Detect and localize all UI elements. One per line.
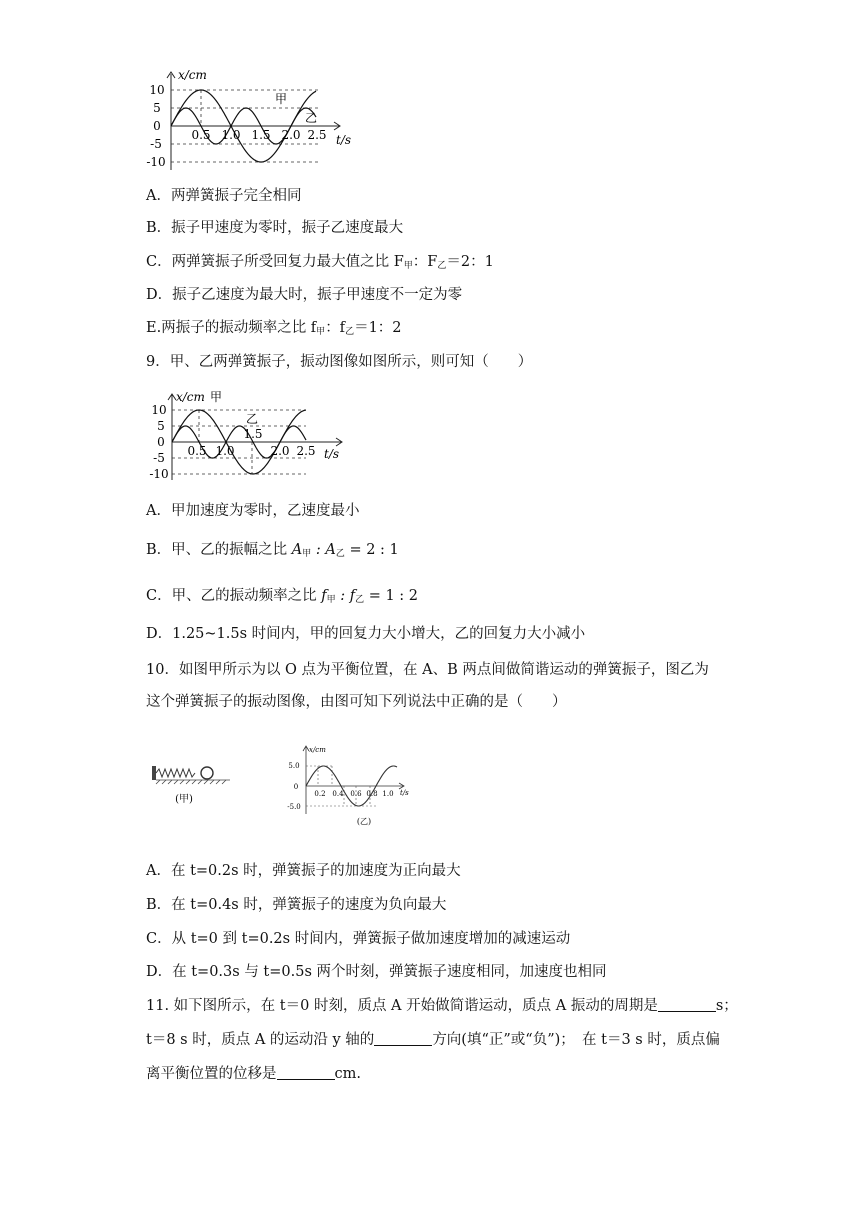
q10-stem-line1: 10．如图甲所示为以 O 点为平衡位置，在 A、B 两点间做简谐运动的弹簧振子，图乙为: [146, 662, 709, 678]
oscillator-ball: [201, 767, 213, 779]
xtick-2.0: 2.0: [281, 128, 301, 142]
ytick-0: 0: [293, 783, 299, 791]
q10-option-b: B．在 t=0.4s 时，弹簧振子的速度为负向最大: [146, 897, 447, 913]
q10-stem-line2: 这个弹簧振子的振动图像，由图可知下列说法中正确的是（ ）: [146, 694, 567, 710]
ytick-neg5: -5: [153, 451, 165, 465]
q9-option-a: A．甲加速度为零时，乙速度最小: [146, 503, 360, 519]
ytick-neg10: -10: [149, 467, 169, 481]
x-axis-label: t/s: [324, 447, 340, 461]
q11-line2: t＝8 s 时，质点 A 的运动沿 y 轴的 方向(填“正”或“负”)； 在 t＝3 s 时，质点偏: [146, 1032, 720, 1048]
q11-line3: 离平衡位置的位移是 cm.: [146, 1066, 361, 1082]
xtick-1.5: 1.5: [243, 427, 263, 441]
spring-oscillator-figure: [150, 758, 240, 808]
ytick-5: 5.0: [288, 762, 300, 770]
caption-jia: (甲): [175, 794, 193, 805]
ytick-neg10: -10: [146, 155, 166, 169]
ytick-10: 10: [151, 403, 167, 417]
q10-option-d: D．在 t=0.3s 与 t=0.5s 两个时刻，弹簧振子速度相同，加速度也相同: [146, 964, 607, 980]
xtick-2.5: 2.5: [296, 444, 316, 458]
spring: [156, 769, 195, 777]
ytick-neg5: -5: [150, 137, 162, 151]
xtick-1.5: 1.5: [251, 128, 271, 142]
ytick-5: 5: [153, 101, 161, 115]
q9-option-d: D．1.25~1.5s 时间内，甲的回复力大小增大，乙的回复力大小减小: [146, 626, 586, 642]
x-axis-label: t/s: [336, 133, 352, 147]
xtick-1.0: 1.0: [221, 128, 241, 142]
q8-option-d: D．振子乙速度为最大时，振子甲速度不一定为零: [146, 287, 463, 303]
xtick-1.0: 1.0: [215, 444, 235, 458]
answer-blank-direction[interactable]: [374, 1031, 432, 1046]
label-yi: 乙: [305, 111, 318, 125]
label-yi: 乙: [246, 412, 259, 426]
xtick-0.5: 0.5: [187, 444, 207, 458]
label-jia: 甲: [275, 92, 288, 106]
caption-yi: (乙): [356, 817, 372, 826]
xtick-0.2: 0.2: [314, 790, 326, 798]
q10-option-c: C．从 t=0 到 t=0.2s 时间内，弹簧振子做加速度增加的减速运动: [146, 931, 571, 947]
q8-option-e: E.两振子的振动频率之比 $f_甲$：$f_乙=1$：2: [146, 320, 402, 337]
label-jia: 甲: [210, 390, 223, 404]
q9-option-b: B．甲、乙的振幅之比 $A_甲$ : $A_乙 = 2$ : 1: [146, 542, 399, 559]
q8-option-a: A．两弹簧振子完全相同: [146, 188, 302, 204]
xtick-0.5: 0.5: [191, 128, 211, 142]
ytick-0: 0: [157, 435, 165, 449]
y-axis-label: x/cm: [309, 746, 326, 754]
ytick-10: 10: [149, 83, 165, 97]
q11-line1: 11. 如下图所示，在 t＝0 时刻，质点 A 开始做简谐运动，质点 A 振动的周期是 s；: [146, 998, 738, 1014]
q8-option-b: B．振子甲速度为零时，振子乙速度最大: [146, 220, 404, 236]
ytick-0: 0: [153, 119, 161, 133]
xtick-0.8: 0.8: [366, 790, 378, 798]
answer-blank-displacement[interactable]: [277, 1065, 335, 1080]
q9-option-c: C．甲、乙的振动频率之比 $f_甲$ : $f_乙 = 1$ : 2: [146, 588, 419, 605]
oscillator-graph: [282, 744, 412, 830]
q10-option-a: A．在 t=0.2s 时，弹簧振子的加速度为正向最大: [146, 863, 461, 879]
ytick-neg5: -5.0: [287, 803, 301, 811]
ytick-5: 5: [157, 419, 165, 433]
xtick-0.6: 0.6: [350, 790, 362, 798]
q9-stem: 9．甲、乙两弹簧振子，振动图像如图所示，则可知（ ）: [146, 354, 533, 370]
xtick-1.0: 1.0: [382, 790, 394, 798]
wall: [152, 766, 156, 780]
xtick-0.4: 0.4: [332, 790, 344, 798]
vibration-graph-2: [150, 390, 350, 482]
x-axis-label: t/s: [400, 789, 409, 797]
vibration-graph-1: [146, 66, 380, 172]
xtick-2.5: 2.5: [307, 128, 327, 142]
y-axis-label: x/cm: [178, 68, 207, 82]
answer-blank-period[interactable]: [658, 997, 716, 1012]
y-axis-label: x/cm: [176, 390, 205, 404]
xtick-2.0: 2.0: [270, 444, 290, 458]
q8-option-c: C．两弹簧振子所受回复力最大值之比 $F_甲$：$F_乙=2$：1: [146, 254, 494, 271]
